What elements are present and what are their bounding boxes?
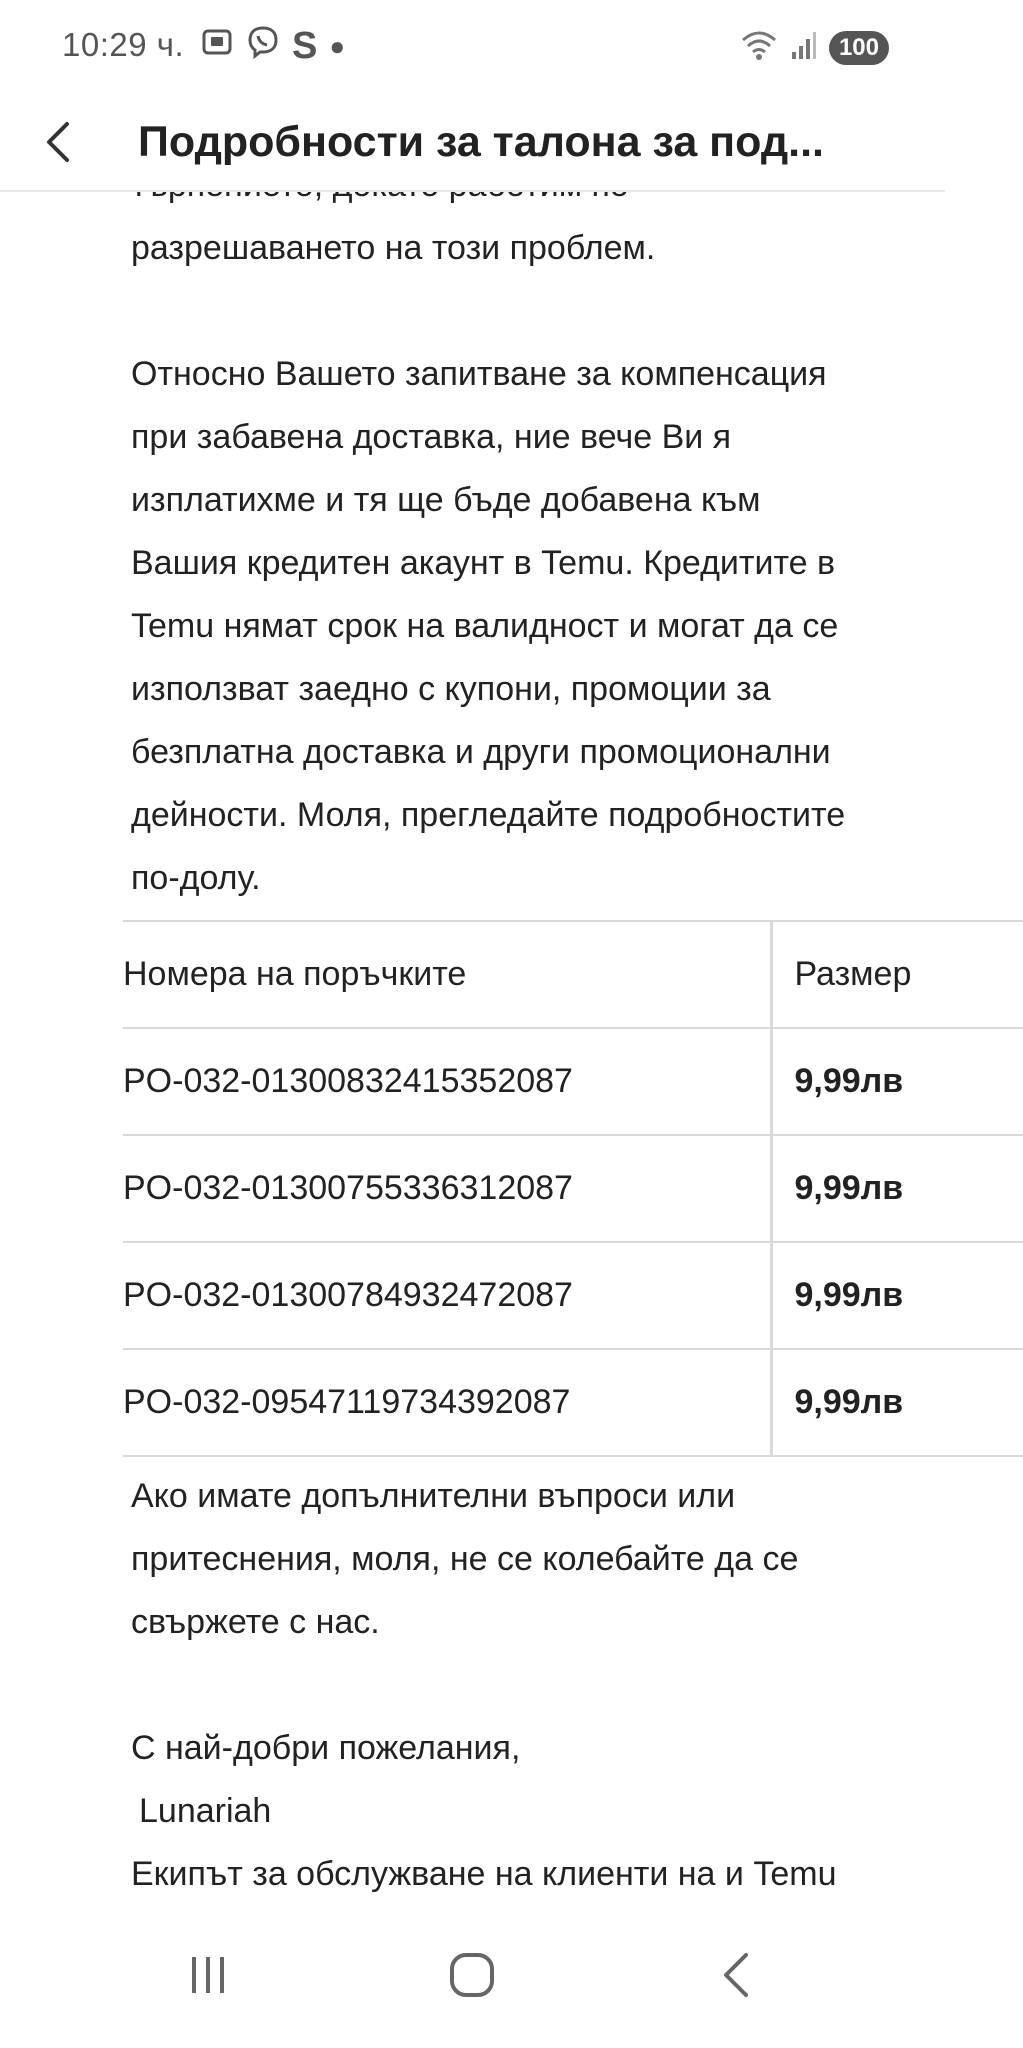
chevron-left-icon [43, 120, 73, 164]
message-content[interactable] [0, 192, 945, 1902]
battery-indicator: 100 [829, 31, 889, 65]
paragraph-line: Вашия кредитен акаунт в Temu. Кредитите в [131, 544, 836, 582]
s-app-icon: S [292, 25, 318, 67]
dot-icon: ● [329, 31, 346, 61]
paragraph-3 [131, 1465, 921, 1654]
orders-table[interactable] [123, 920, 914, 1457]
system-nav-bar [0, 1902, 945, 2048]
recent-apps-icon [186, 1953, 230, 1997]
paragraph-line: по-долу. [131, 859, 261, 897]
message-body [123, 154, 921, 1906]
paragraph-line: Относно Вашето запитване за компенсация [131, 355, 827, 393]
signature-team: Екипът за обслужване на клиенти на и Temu [131, 1855, 837, 1893]
back-icon [718, 1951, 754, 1999]
order-number: PO-032-01300832415352087 [123, 1028, 771, 1135]
status-bar [0, 0, 945, 92]
home-icon [448, 1951, 496, 1999]
status-time: 10:29 ч. [62, 26, 185, 63]
paragraph-line: използват заедно с купони, промоции за [131, 670, 771, 708]
system-back-button[interactable] [696, 1940, 776, 2010]
order-number: PO-032-09547119734392087 [123, 1349, 771, 1456]
table-row [123, 1349, 1023, 1456]
home-button[interactable] [432, 1940, 512, 2010]
status-system-icons [739, 28, 889, 67]
back-button[interactable] [30, 114, 86, 170]
status-notification-icons [200, 26, 345, 66]
paragraph-line: безплатна доставка и други промоционални [131, 733, 831, 771]
paragraph-line: свържете с нас. [131, 1603, 380, 1641]
recent-apps-button[interactable] [168, 1940, 248, 2010]
paragraph-1-end: разрешаването на този проблем. [131, 229, 656, 267]
paragraph-2 [131, 343, 921, 910]
order-amount: 9,99лв [771, 1242, 1023, 1349]
page-title: Подробности за талона за под... [138, 118, 824, 166]
order-number: PO-032-01300755336312087 [123, 1135, 771, 1242]
paragraph-line: Ако имате допълнителни въпроси или [131, 1477, 736, 1515]
paragraph-line: притеснения, моля, не се колебайте да се [131, 1540, 799, 1578]
paragraph-line: изплатихме и тя ще бъде добавена към [131, 481, 761, 519]
screenshot-icon [200, 25, 234, 68]
viber-icon [246, 25, 280, 68]
order-amount: 9,99лв [771, 1135, 1023, 1242]
table-header-row [123, 921, 1023, 1028]
table-row [123, 1242, 1023, 1349]
paragraph-line: дейности. Моля, прегледайте подробностите [131, 796, 846, 834]
wifi-icon [739, 28, 779, 67]
signature-name: Lunariah [139, 1792, 272, 1830]
table-row [123, 1028, 1023, 1135]
table-row [123, 1135, 1023, 1242]
paragraph-line: Temu нямат срок на валидност и могат да се [131, 607, 839, 645]
order-amount: 9,99лв [771, 1349, 1023, 1456]
app-bar [0, 92, 945, 192]
order-number: PO-032-01300784932472087 [123, 1242, 771, 1349]
closing-line: С най-добри пожелания, [131, 1729, 521, 1767]
column-header-amount: Размер [771, 921, 1023, 1028]
order-amount: 9,99лв [771, 1028, 1023, 1135]
paragraph-line: при забавена доставка, ние вече Ви я [131, 418, 732, 456]
signal-icon [791, 30, 817, 65]
column-header-order-numbers: Номера на поръчките [123, 921, 771, 1028]
